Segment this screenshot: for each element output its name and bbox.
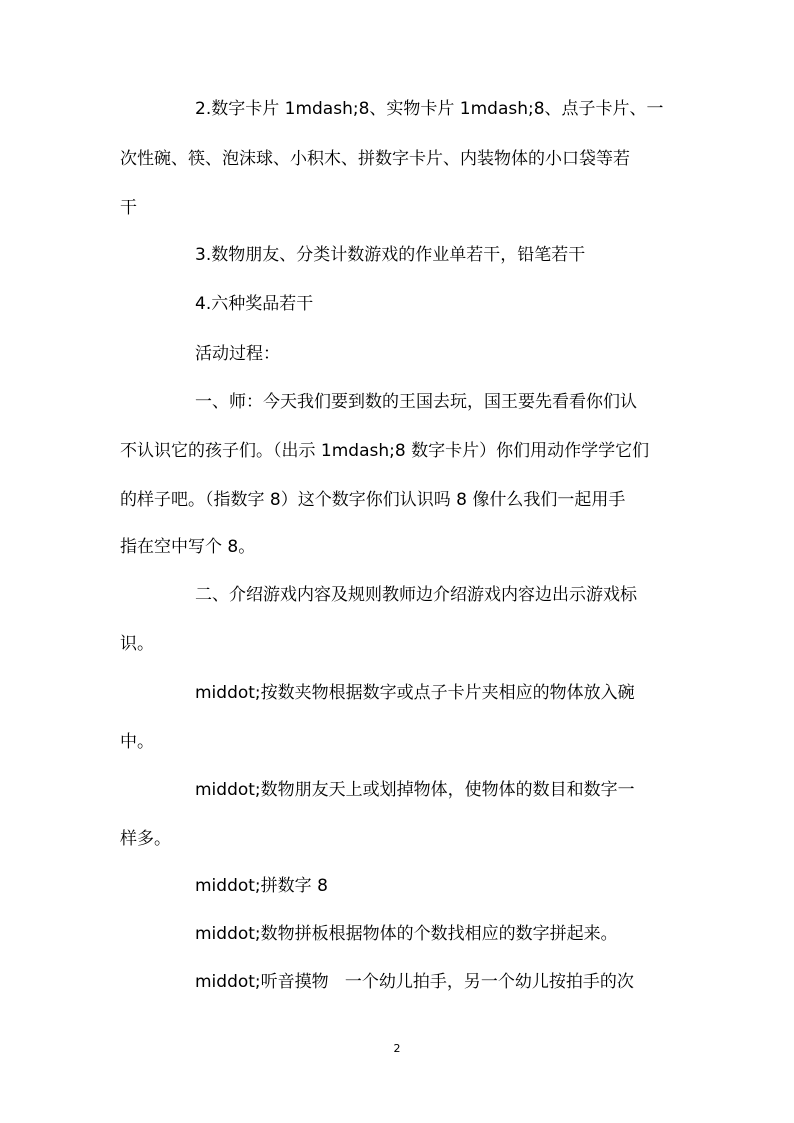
list-item-object-friends: middot;数物朋友天上或划掉物体，使物体的数目和数字一 <box>195 780 635 800</box>
list-item-clip-objects-end: 中。 <box>120 732 154 752</box>
list-item-listen-touch: middot;听音摸物 一个幼儿拍手，另一个幼儿按拍手的次 <box>195 972 634 992</box>
paragraph-worksheets: 3.数物朋友、分类计数游戏的作业单若干，铅笔若干 <box>195 245 586 265</box>
paragraph-prizes: 4.六种奖品若干 <box>195 294 314 314</box>
section-heading-process: 活动过程： <box>195 344 280 364</box>
paragraph-materials-cards-cont: 次性碗、筷、泡沫球、小积木、拼数字卡片、内装物体的小口袋等若 <box>120 149 630 169</box>
list-item-object-friends-end: 样多。 <box>120 829 171 849</box>
paragraph-step-one: 一、师：今天我们要到数的王国去玩，国王要先看看你们认 <box>195 392 637 412</box>
paragraph-materials-cards: 2.数字卡片 1mdash;8、实物卡片 1mdash;8、点子卡片、一 <box>195 99 664 119</box>
paragraph-step-one-cont-1: 不认识它的孩子们。（出示 1mdash;8 数字卡片）你们用动作学学它们 <box>120 441 650 461</box>
paragraph-step-two: 二、介绍游戏内容及规则教师边介绍游戏内容边出示游戏标 <box>195 585 637 605</box>
paragraph-step-one-cont-2: 的样子吧。（指数字 8）这个数字你们认识吗 8 像什么我们一起用手 <box>120 490 626 510</box>
list-item-puzzle-board: middot;数物拼板根据物体的个数找相应的数字拼起来。 <box>195 924 618 944</box>
paragraph-step-one-end: 指在空中写个 8。 <box>120 537 256 557</box>
paragraph-materials-cards-end: 干 <box>120 198 137 218</box>
list-item-clip-objects: middot;按数夹物根据数字或点子卡片夹相应的物体放入碗 <box>195 683 635 703</box>
paragraph-step-two-end: 识。 <box>120 634 154 654</box>
list-item-assemble-digit: middot;拼数字 8 <box>195 876 328 896</box>
page-number: 2 <box>393 1042 401 1055</box>
